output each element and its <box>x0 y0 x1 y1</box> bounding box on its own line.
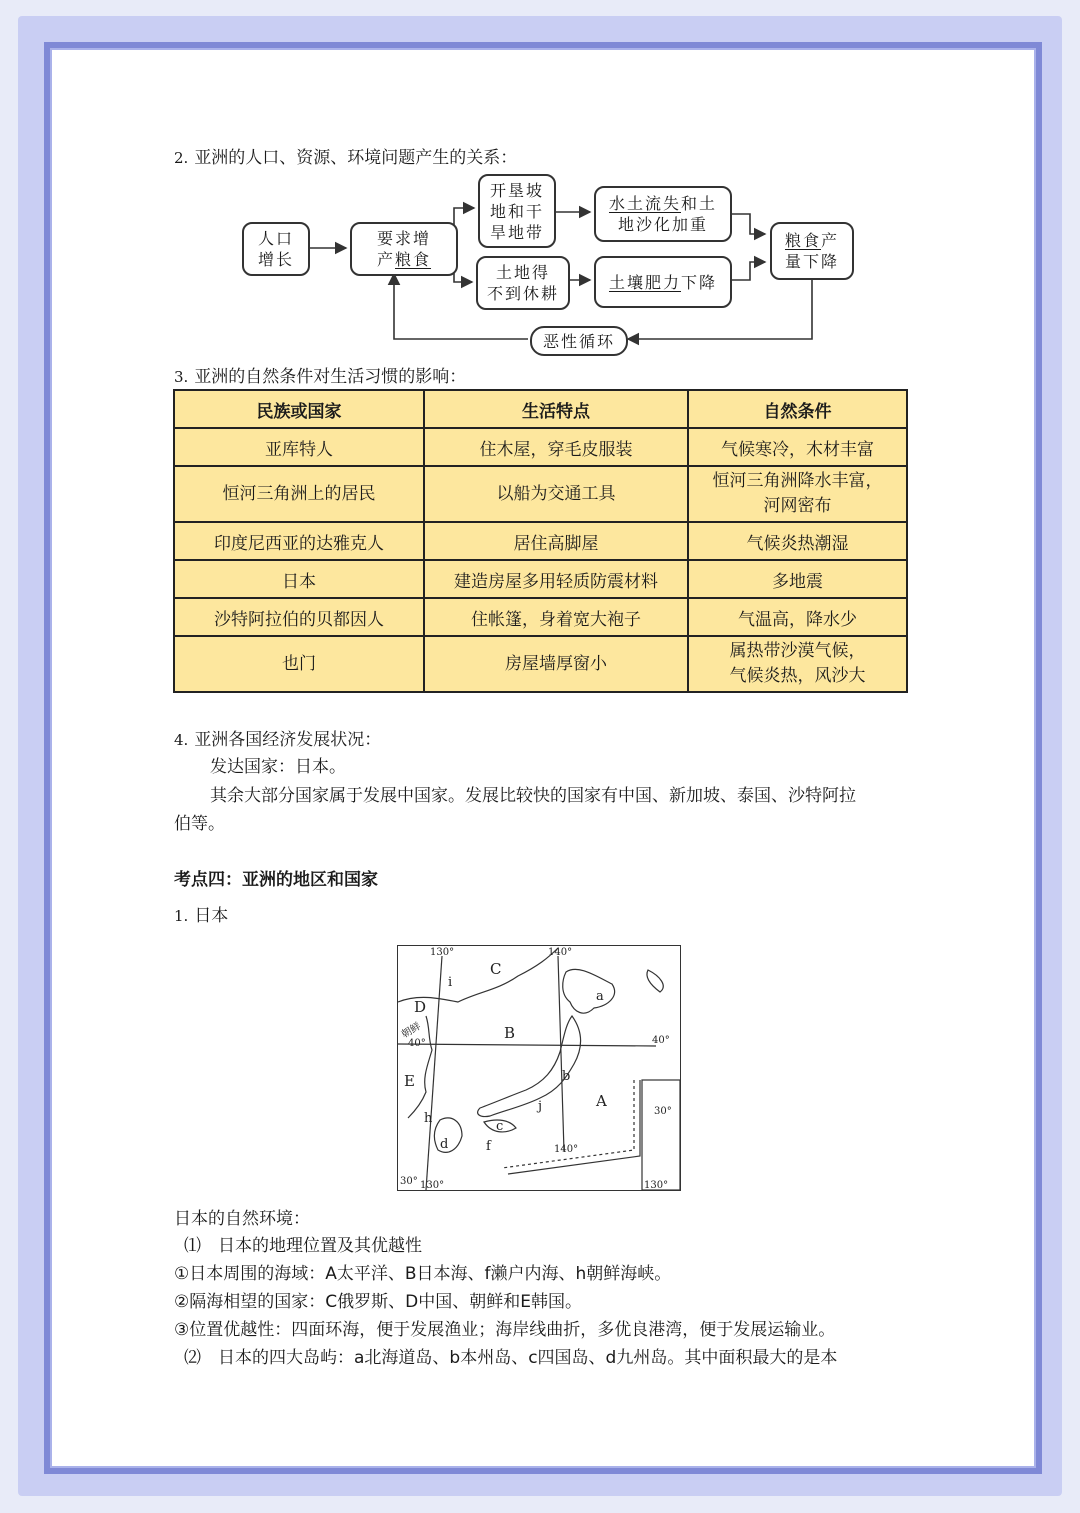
section-4-heading: 4. 亚洲各国经济发展状况： <box>174 730 382 750</box>
table-cell: 气温高，降水少 <box>688 598 907 636</box>
table-cell: 沙特阿拉伯的贝都因人 <box>174 598 424 636</box>
label-a: a <box>596 989 604 1004</box>
label-c: c <box>496 1119 504 1134</box>
table-row <box>174 522 907 560</box>
nature-item-3: ③位置优越性：四面环海，便于发展渔业；海岸线曲折，多优良港湾，便于发展运输业。 <box>174 1320 836 1340</box>
label-lat30-inset: 30° <box>654 1106 672 1117</box>
developing-countries-text-line1: 其余大部分国家属于发展中国家。发展比较快的国家有中国、新加坡、泰国、沙特阿拉 <box>210 786 856 806</box>
table-cell: 属热带沙漠气候， 气候炎热，风沙大 <box>688 636 907 692</box>
section-2-heading: 2. 亚洲的人口、资源、环境问题产生的关系： <box>174 148 518 168</box>
label-i: i <box>448 975 453 990</box>
nature-item-2: ②隔海相望的国家：C俄罗斯、D中国、朝鲜和E韩国。 <box>174 1292 582 1312</box>
box-erosion: 水土流失和土 地沙化加重 <box>594 186 732 242</box>
honshu-island <box>478 1016 581 1117</box>
label-lon130-bottom: 130° <box>420 1180 445 1190</box>
box-demand-grain: 要求增 产粮食 <box>350 222 458 276</box>
box-grain-decline: 粮食产 量下降 <box>770 222 854 280</box>
label-b: b <box>562 1069 571 1084</box>
japan-map <box>397 945 681 1191</box>
developed-countries-text: 发达国家：日本。 <box>210 757 346 777</box>
label-A: A <box>596 1092 607 1110</box>
nature-item-1: ①日本周围的海域：A太平洋、B日本海、f濑户内海、h朝鲜海峡。 <box>174 1264 672 1284</box>
table-cell: 印度尼西亚的达雅克人 <box>174 522 424 560</box>
flow-diagram <box>232 172 872 362</box>
table-cell: 建造房屋多用轻质防震材料 <box>424 560 688 598</box>
inset-frame <box>642 1080 680 1190</box>
label-lon130-top: 130° <box>430 947 455 958</box>
japan-map-svg <box>398 946 680 1190</box>
table-cell: 房屋墙厚窗小 <box>424 636 688 692</box>
table-cell: 住帐篷，身着宽大袍子 <box>424 598 688 636</box>
table-cell: 亚库特人 <box>174 428 424 466</box>
table-cell: 居住高脚屋 <box>424 522 688 560</box>
table-cell: 以船为交通工具 <box>424 466 688 522</box>
mainland-coast <box>398 948 558 1002</box>
box-vicious-cycle: 恶性循环 <box>530 326 628 356</box>
table-cell: 气候炎热潮湿 <box>688 522 907 560</box>
arrow-fertility-grain <box>728 262 765 280</box>
table-row <box>174 466 907 522</box>
label-lon140-bottom: 140° <box>554 1144 579 1155</box>
table-cell: 多地震 <box>688 560 907 598</box>
kaodian-4-heading: 考点四：亚洲的地区和国家 <box>174 870 378 890</box>
meridian-130 <box>426 956 442 1190</box>
nature-heading: 日本的自然环境： <box>174 1209 310 1229</box>
box-soil-fertility: 土壤肥力下降 <box>594 256 732 308</box>
label-B: B <box>504 1024 516 1042</box>
table-header: 民族或国家 <box>174 390 424 428</box>
label-j: j <box>538 1099 543 1114</box>
table-cell: 恒河三角洲降水丰富， 河网密布 <box>688 466 907 522</box>
label-d: d <box>440 1137 449 1152</box>
nature-point-2: ⑵ 日本的四大岛屿：a北海道岛、b本州岛、c四国岛、d九州岛。其中面积最大的是本 <box>184 1348 838 1368</box>
box-reclaim-land: 开垦坡 地和干 旱地带 <box>478 174 556 248</box>
section-3-heading: 3. 亚洲的自然条件对生活习惯的影响： <box>174 367 467 387</box>
table-row <box>174 636 907 692</box>
label-C: C <box>490 960 502 978</box>
developing-countries-text-line2: 伯等。 <box>174 814 225 834</box>
table-row <box>174 560 907 598</box>
japan-heading: 1. 日本 <box>174 906 229 926</box>
table-row <box>174 428 907 466</box>
pacific-boundary <box>508 1080 640 1174</box>
table-header: 生活特点 <box>424 390 688 428</box>
kuril-islands <box>647 970 663 992</box>
arrow-erosion-grain <box>728 214 765 234</box>
label-lat40-right: 40° <box>652 1035 670 1046</box>
label-D: D <box>414 998 427 1016</box>
nature-point-1: ⑴ 日本的地理位置及其优越性 <box>184 1236 422 1256</box>
label-lat30-left: 30° <box>400 1176 418 1187</box>
culture-table <box>173 389 908 693</box>
table-cell: 日本 <box>174 560 424 598</box>
table-cell: 恒河三角洲上的居民 <box>174 466 424 522</box>
table-header-row <box>174 390 907 428</box>
label-E: E <box>404 1072 415 1090</box>
label-lon130-inset: 130° <box>644 1180 669 1190</box>
table-header: 自然条件 <box>688 390 907 428</box>
label-lat40-left: 40° <box>408 1038 426 1049</box>
label-chaoxian: 朝鲜 <box>400 1021 423 1041</box>
table-cell: 住木屋，穿毛皮服装 <box>424 428 688 466</box>
table-cell: 也门 <box>174 636 424 692</box>
parallel-40 <box>398 1044 656 1046</box>
table-row <box>174 598 907 636</box>
label-h: h <box>424 1111 433 1126</box>
hokkaido-island <box>563 969 615 1013</box>
label-f: f <box>486 1139 491 1154</box>
table-cell: 气候寒冷，木材丰富 <box>688 428 907 466</box>
box-no-fallow: 土地得 不到休耕 <box>476 256 570 310</box>
box-population-growth: 人口 增长 <box>242 222 310 276</box>
label-lon140-top: 140° <box>548 947 573 958</box>
